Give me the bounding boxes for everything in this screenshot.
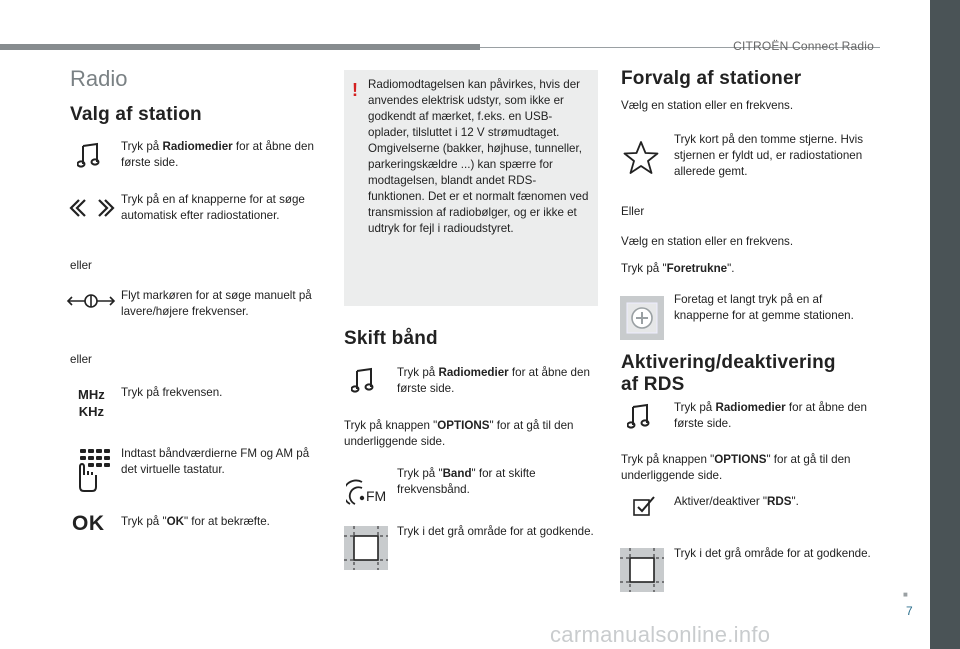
step-text: Foretag et langt tryk på en af knapperne for at gemme stationen. — [674, 293, 854, 322]
step-text: Tryk på "OK" for at bekræfte. — [121, 515, 270, 528]
mhz-label: MHz — [78, 387, 105, 402]
music-note-icon — [348, 365, 378, 395]
heading-valg-af-station: Valg af station — [70, 104, 202, 125]
page-number: 7 — [906, 604, 913, 618]
watermark: carmanualsonline.info — [550, 622, 771, 647]
frequency-unit-icon — [78, 386, 105, 420]
heading-forvalg: Forvalg af stationer — [621, 68, 802, 89]
step-text: Tryk på Radiomedier for at åbne den første side. — [674, 401, 867, 430]
keypad-icon — [72, 444, 112, 494]
seek-arrows-icon — [68, 196, 116, 220]
warning-icon: ! — [352, 80, 358, 100]
step-text: Flyt markøren for at søge manuelt på lavere/højere frekvenser. — [121, 289, 312, 318]
step-text: Tryk kort på den tomme stjerne. Hvis stjernen er fyldt ud, er radiostationen allerede gemt. — [674, 133, 863, 178]
step-text: Tryk på knappen "OPTIONS" for at gå til den underliggende side. — [621, 453, 851, 482]
grey-area-icon — [344, 526, 388, 570]
music-note-icon — [74, 140, 104, 170]
step-text: Tryk på "Band" for at skifte frekvensbånd. — [397, 467, 536, 496]
heading-rds: Aktivering/deaktivering af RDS — [621, 352, 836, 395]
header-bar — [0, 44, 480, 50]
khz-label: KHz — [78, 404, 104, 419]
or-text: Eller — [621, 205, 645, 218]
intro-text: Vælg en station eller en frekvens. — [621, 99, 794, 112]
checkbox-icon — [630, 494, 658, 518]
step-text: Tryk i det grå område for at godkende. — [674, 547, 871, 560]
step-text: Tryk på Radiomedier for at åbne den første side. — [397, 366, 590, 395]
step-text: Tryk på en af knapperne for at søge automatisk efter radiostationer. — [121, 193, 305, 222]
step-text: Tryk på Radiomedier for at åbne den første side. — [121, 140, 314, 169]
step-text: Aktiver/deaktiver "RDS". — [674, 495, 799, 508]
step-text: Tryk på knappen "OPTIONS" for at gå til den underliggende side. — [344, 419, 574, 448]
warning-text: Radiomodtagelsen kan påvirkes, hvis der anvendes elektrisk udstyr, som ikke er godkendt af mærket, f.eks. en USB-oplader, tilsluttet i 12 V strømudtaget. Omgivelserne (bakker, højhuse, tunneller, parkeringskældre ...) kan spærre for modtagelsen, blandt andet RDS-funktionen. Det er et normalt fænomen ved transmission af radiobølger, og er ikke et udtryk for fejl i radioudstyret. — [368, 78, 589, 235]
page-edge-tab — [930, 0, 960, 649]
header-title: CITROËN Connect Radio — [733, 39, 874, 53]
page-marker: ■ — [903, 590, 908, 599]
add-preset-icon — [620, 296, 664, 340]
or-text: eller — [70, 353, 92, 366]
music-note-icon — [624, 401, 654, 431]
tuner-cursor-icon — [66, 290, 116, 312]
step-text: Tryk på "Foretrukne". — [621, 262, 735, 275]
step-text: Tryk i det grå område for at godkende. — [397, 525, 594, 538]
section-title: Radio — [70, 66, 128, 91]
star-icon — [620, 138, 662, 178]
step-text: Indtast båndværdierne FM og AM på det virtuelle tastatur. — [121, 447, 310, 476]
step-text: Tryk på frekvensen. — [121, 386, 223, 399]
grey-area-icon — [620, 548, 664, 592]
ok-icon: OK — [72, 512, 105, 535]
fm-label: FM — [366, 488, 387, 504]
intro-text: Vælg en station eller en frekvens. — [621, 235, 794, 248]
heading-skift-band: Skift bånd — [344, 328, 438, 349]
or-text: eller — [70, 259, 92, 272]
